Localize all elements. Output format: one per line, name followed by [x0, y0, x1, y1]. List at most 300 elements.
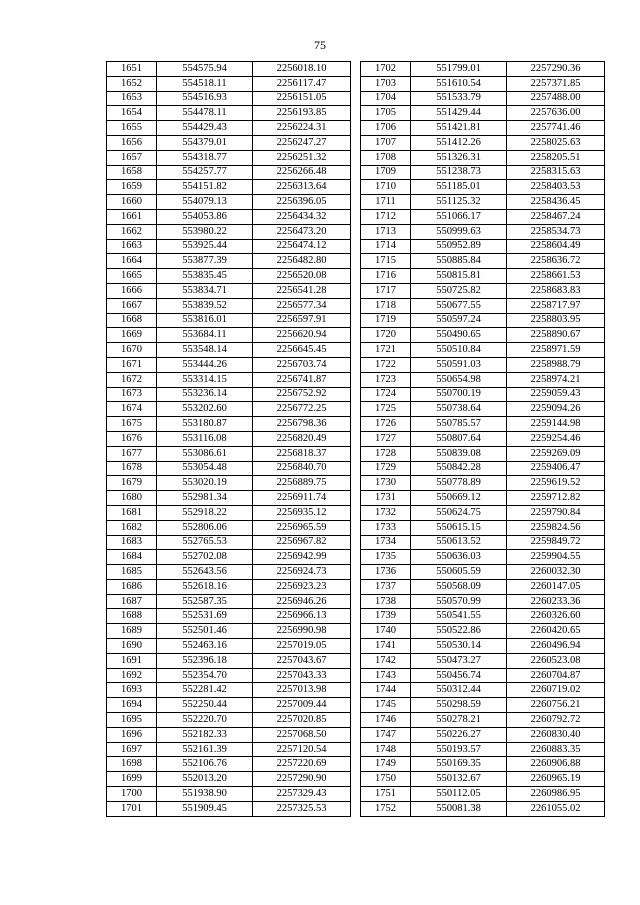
y-coordinate-cell: 2260032.30: [507, 565, 605, 580]
x-coordinate-cell: 552182.33: [157, 727, 253, 742]
point-number-cell: 1667: [107, 298, 157, 313]
x-coordinate-cell: 552765.53: [157, 535, 253, 550]
x-coordinate-cell: 550112.05: [411, 787, 507, 802]
y-coordinate-cell: 2256313.64: [253, 180, 351, 195]
point-number-cell: 1752: [361, 801, 411, 816]
table-row: [361, 283, 605, 298]
x-coordinate-cell: 550669.12: [411, 491, 507, 506]
x-coordinate-cell: 553835.45: [157, 269, 253, 284]
point-number-cell: 1679: [107, 476, 157, 491]
x-coordinate-cell: 553980.22: [157, 224, 253, 239]
point-number-cell: 1692: [107, 668, 157, 683]
point-number-cell: 1748: [361, 742, 411, 757]
point-number-cell: 1666: [107, 283, 157, 298]
table-row: [107, 209, 351, 224]
point-number-cell: 1730: [361, 476, 411, 491]
y-coordinate-cell: 2259094.26: [507, 402, 605, 417]
table-row: [107, 343, 351, 358]
y-coordinate-cell: 2257043.67: [253, 653, 351, 668]
x-coordinate-cell: 553054.48: [157, 461, 253, 476]
x-coordinate-cell: 553236.14: [157, 387, 253, 402]
point-number-cell: 1668: [107, 313, 157, 328]
table-row: [107, 417, 351, 432]
y-coordinate-cell: 2260906.88: [507, 757, 605, 772]
point-number-cell: 1696: [107, 727, 157, 742]
point-number-cell: 1735: [361, 550, 411, 565]
table-row: [361, 372, 605, 387]
x-coordinate-cell: 554379.01: [157, 135, 253, 150]
table-row: [361, 328, 605, 343]
x-coordinate-cell: 554079.13: [157, 195, 253, 210]
table-row: [361, 713, 605, 728]
table-row: [361, 209, 605, 224]
x-coordinate-cell: 554318.77: [157, 150, 253, 165]
table-row: [107, 357, 351, 372]
table-row: [107, 461, 351, 476]
table-row: [361, 224, 605, 239]
y-coordinate-cell: 2257020.85: [253, 713, 351, 728]
point-number-cell: 1733: [361, 520, 411, 535]
x-coordinate-cell: 554151.82: [157, 180, 253, 195]
table-row: [361, 446, 605, 461]
x-coordinate-cell: 553548.14: [157, 343, 253, 358]
x-coordinate-cell: 550226.27: [411, 727, 507, 742]
table-row: [107, 579, 351, 594]
table-row: [107, 76, 351, 91]
table-row: [361, 594, 605, 609]
point-number-cell: 1729: [361, 461, 411, 476]
x-coordinate-cell: 552587.35: [157, 594, 253, 609]
y-coordinate-cell: 2256741.87: [253, 372, 351, 387]
table-row: [107, 565, 351, 580]
point-number-cell: 1691: [107, 653, 157, 668]
point-number-cell: 1713: [361, 224, 411, 239]
point-number-cell: 1653: [107, 91, 157, 106]
x-coordinate-cell: 550298.59: [411, 698, 507, 713]
y-coordinate-cell: 2256117.47: [253, 76, 351, 91]
x-coordinate-cell: 554478.11: [157, 106, 253, 121]
point-number-cell: 1672: [107, 372, 157, 387]
x-coordinate-cell: 550677.55: [411, 298, 507, 313]
y-coordinate-cell: 2257019.05: [253, 639, 351, 654]
y-coordinate-cell: 2256924.73: [253, 565, 351, 580]
point-number-cell: 1681: [107, 505, 157, 520]
x-coordinate-cell: 550725.82: [411, 283, 507, 298]
x-coordinate-cell: 551238.73: [411, 165, 507, 180]
x-coordinate-cell: 550510.84: [411, 343, 507, 358]
x-coordinate-cell: 550807.64: [411, 431, 507, 446]
y-coordinate-cell: 2258974.21: [507, 372, 605, 387]
y-coordinate-cell: 2256772.25: [253, 402, 351, 417]
table-row: [107, 239, 351, 254]
y-coordinate-cell: 2256473.20: [253, 224, 351, 239]
x-coordinate-cell: 553839.52: [157, 298, 253, 313]
y-coordinate-cell: 2256577.34: [253, 298, 351, 313]
point-number-cell: 1682: [107, 520, 157, 535]
table-row: [361, 565, 605, 580]
point-number-cell: 1749: [361, 757, 411, 772]
table-row: [107, 505, 351, 520]
y-coordinate-cell: 2258403.53: [507, 180, 605, 195]
x-coordinate-cell: 550541.55: [411, 609, 507, 624]
table-row: [107, 520, 351, 535]
point-number-cell: 1708: [361, 150, 411, 165]
x-coordinate-cell: 552250.44: [157, 698, 253, 713]
point-number-cell: 1728: [361, 446, 411, 461]
point-number-cell: 1751: [361, 787, 411, 802]
y-coordinate-cell: 2257120.54: [253, 742, 351, 757]
x-coordinate-cell: 551326.31: [411, 150, 507, 165]
y-coordinate-cell: 2256942.99: [253, 550, 351, 565]
x-coordinate-cell: 550839.08: [411, 446, 507, 461]
x-coordinate-cell: 551066.17: [411, 209, 507, 224]
y-coordinate-cell: 2261055.02: [507, 801, 605, 816]
x-coordinate-cell: 552281.42: [157, 683, 253, 698]
x-coordinate-cell: 550999.63: [411, 224, 507, 239]
y-coordinate-cell: 2256482.80: [253, 254, 351, 269]
table-row: [361, 195, 605, 210]
y-coordinate-cell: 2257068.50: [253, 727, 351, 742]
y-coordinate-cell: 2259144.98: [507, 417, 605, 432]
y-coordinate-cell: 2258988.79: [507, 357, 605, 372]
table-row: [361, 135, 605, 150]
y-coordinate-cell: 2256018.10: [253, 62, 351, 77]
x-coordinate-cell: 552618.16: [157, 579, 253, 594]
x-coordinate-cell: 552396.18: [157, 653, 253, 668]
table-row: [361, 639, 605, 654]
table-row: [361, 387, 605, 402]
point-number-cell: 1707: [361, 135, 411, 150]
x-coordinate-cell: 550132.67: [411, 772, 507, 787]
point-number-cell: 1704: [361, 91, 411, 106]
table-row: [107, 402, 351, 417]
x-coordinate-cell: 550636.03: [411, 550, 507, 565]
x-coordinate-cell: 554518.11: [157, 76, 253, 91]
y-coordinate-cell: 2260883.35: [507, 742, 605, 757]
y-coordinate-cell: 2260147.05: [507, 579, 605, 594]
x-coordinate-cell: 552981.34: [157, 491, 253, 506]
x-coordinate-cell: 550490.65: [411, 328, 507, 343]
point-number-cell: 1718: [361, 298, 411, 313]
point-number-cell: 1669: [107, 328, 157, 343]
table-row: [361, 476, 605, 491]
table-row: [361, 609, 605, 624]
x-coordinate-cell: 551125.32: [411, 195, 507, 210]
x-coordinate-cell: 553314.15: [157, 372, 253, 387]
x-coordinate-cell: 550615.15: [411, 520, 507, 535]
x-coordinate-cell: 552501.46: [157, 624, 253, 639]
point-number-cell: 1716: [361, 269, 411, 284]
table-row: [107, 180, 351, 195]
table-row: [361, 239, 605, 254]
table-row: [361, 535, 605, 550]
table-row: [107, 476, 351, 491]
y-coordinate-cell: 2257290.90: [253, 772, 351, 787]
y-coordinate-cell: 2260326.60: [507, 609, 605, 624]
x-coordinate-cell: 550624.75: [411, 505, 507, 520]
x-coordinate-cell: 550885.84: [411, 254, 507, 269]
table-row: [361, 668, 605, 683]
table-row: [361, 520, 605, 535]
table-row: [361, 357, 605, 372]
y-coordinate-cell: 2256474.12: [253, 239, 351, 254]
y-coordinate-cell: 2258661.53: [507, 269, 605, 284]
point-number-cell: 1710: [361, 180, 411, 195]
y-coordinate-cell: 2257741.46: [507, 121, 605, 136]
y-coordinate-cell: 2258436.45: [507, 195, 605, 210]
x-coordinate-cell: 552531.69: [157, 609, 253, 624]
point-number-cell: 1675: [107, 417, 157, 432]
x-coordinate-cell: 553180.87: [157, 417, 253, 432]
y-coordinate-cell: 2256967.82: [253, 535, 351, 550]
point-number-cell: 1659: [107, 180, 157, 195]
y-coordinate-cell: 2257636.00: [507, 106, 605, 121]
table-row: [361, 491, 605, 506]
x-coordinate-cell: 551909.45: [157, 801, 253, 816]
point-number-cell: 1658: [107, 165, 157, 180]
point-number-cell: 1740: [361, 624, 411, 639]
table-row: [107, 254, 351, 269]
point-number-cell: 1712: [361, 209, 411, 224]
point-number-cell: 1651: [107, 62, 157, 77]
point-number-cell: 1699: [107, 772, 157, 787]
point-number-cell: 1700: [107, 787, 157, 802]
x-coordinate-cell: 552354.70: [157, 668, 253, 683]
point-number-cell: 1739: [361, 609, 411, 624]
x-coordinate-cell: 553020.19: [157, 476, 253, 491]
point-number-cell: 1726: [361, 417, 411, 432]
coordinate-table-right-body: [361, 62, 605, 817]
x-coordinate-cell: 553116.08: [157, 431, 253, 446]
point-number-cell: 1673: [107, 387, 157, 402]
table-row: [361, 653, 605, 668]
point-number-cell: 1747: [361, 727, 411, 742]
point-number-cell: 1717: [361, 283, 411, 298]
table-row: [361, 313, 605, 328]
x-coordinate-cell: 553684.11: [157, 328, 253, 343]
y-coordinate-cell: 2258467.24: [507, 209, 605, 224]
table-row: [107, 653, 351, 668]
table-row: [361, 505, 605, 520]
point-number-cell: 1678: [107, 461, 157, 476]
x-coordinate-cell: 553202.60: [157, 402, 253, 417]
point-number-cell: 1652: [107, 76, 157, 91]
point-number-cell: 1720: [361, 328, 411, 343]
x-coordinate-cell: 553834.71: [157, 283, 253, 298]
point-number-cell: 1683: [107, 535, 157, 550]
point-number-cell: 1665: [107, 269, 157, 284]
y-coordinate-cell: 2260756.21: [507, 698, 605, 713]
table-row: [107, 713, 351, 728]
table-row: [107, 91, 351, 106]
x-coordinate-cell: 551799.01: [411, 62, 507, 77]
point-number-cell: 1737: [361, 579, 411, 594]
point-number-cell: 1661: [107, 209, 157, 224]
y-coordinate-cell: 2256193.85: [253, 106, 351, 121]
point-number-cell: 1746: [361, 713, 411, 728]
point-number-cell: 1693: [107, 683, 157, 698]
x-coordinate-cell: 553877.39: [157, 254, 253, 269]
point-number-cell: 1719: [361, 313, 411, 328]
y-coordinate-cell: 2259059.43: [507, 387, 605, 402]
point-number-cell: 1722: [361, 357, 411, 372]
y-coordinate-cell: 2259269.09: [507, 446, 605, 461]
point-number-cell: 1655: [107, 121, 157, 136]
y-coordinate-cell: 2257371.85: [507, 76, 605, 91]
point-number-cell: 1660: [107, 195, 157, 210]
point-number-cell: 1656: [107, 135, 157, 150]
table-row: [107, 609, 351, 624]
y-coordinate-cell: 2256251.32: [253, 150, 351, 165]
y-coordinate-cell: 2256911.74: [253, 491, 351, 506]
x-coordinate-cell: 550278.21: [411, 713, 507, 728]
point-number-cell: 1674: [107, 402, 157, 417]
x-coordinate-cell: 554429.43: [157, 121, 253, 136]
x-coordinate-cell: 552463.16: [157, 639, 253, 654]
table-row: [361, 298, 605, 313]
x-coordinate-cell: 552643.56: [157, 565, 253, 580]
point-number-cell: 1662: [107, 224, 157, 239]
x-coordinate-cell: 550738.64: [411, 402, 507, 417]
y-coordinate-cell: 2256645.45: [253, 343, 351, 358]
y-coordinate-cell: 2257220.69: [253, 757, 351, 772]
point-number-cell: 1714: [361, 239, 411, 254]
y-coordinate-cell: 2258683.83: [507, 283, 605, 298]
point-number-cell: 1680: [107, 491, 157, 506]
table-row: [107, 283, 351, 298]
y-coordinate-cell: 2257043.33: [253, 668, 351, 683]
y-coordinate-cell: 2260792.72: [507, 713, 605, 728]
table-row: [361, 254, 605, 269]
point-number-cell: 1702: [361, 62, 411, 77]
y-coordinate-cell: 2260830.40: [507, 727, 605, 742]
x-coordinate-cell: 552702.08: [157, 550, 253, 565]
point-number-cell: 1670: [107, 343, 157, 358]
y-coordinate-cell: 2258604.49: [507, 239, 605, 254]
point-number-cell: 1695: [107, 713, 157, 728]
table-row: [107, 787, 351, 802]
point-number-cell: 1705: [361, 106, 411, 121]
table-row: [361, 801, 605, 816]
y-coordinate-cell: 2258971.59: [507, 343, 605, 358]
table-row: [107, 801, 351, 816]
x-coordinate-cell: 550613.52: [411, 535, 507, 550]
x-coordinate-cell: 550597.24: [411, 313, 507, 328]
y-coordinate-cell: 2256247.27: [253, 135, 351, 150]
y-coordinate-cell: 2256990.98: [253, 624, 351, 639]
page-number: 75: [314, 38, 326, 52]
x-coordinate-cell: 553086.61: [157, 446, 253, 461]
x-coordinate-cell: 550081.38: [411, 801, 507, 816]
x-coordinate-cell: 551412.26: [411, 135, 507, 150]
x-coordinate-cell: 554516.93: [157, 91, 253, 106]
y-coordinate-cell: 2256966.13: [253, 609, 351, 624]
table-row: [107, 224, 351, 239]
y-coordinate-cell: 2259254.46: [507, 431, 605, 446]
table-row: [107, 165, 351, 180]
point-number-cell: 1741: [361, 639, 411, 654]
x-coordinate-cell: 552918.22: [157, 505, 253, 520]
point-number-cell: 1694: [107, 698, 157, 713]
y-coordinate-cell: 2260420.65: [507, 624, 605, 639]
y-coordinate-cell: 2256703.74: [253, 357, 351, 372]
table-row: [107, 727, 351, 742]
point-number-cell: 1676: [107, 431, 157, 446]
y-coordinate-cell: 2256798.36: [253, 417, 351, 432]
point-number-cell: 1663: [107, 239, 157, 254]
coordinate-table-left: [106, 61, 351, 817]
x-coordinate-cell: 550700.19: [411, 387, 507, 402]
y-coordinate-cell: 2259406.47: [507, 461, 605, 476]
table-row: [361, 150, 605, 165]
table-row: [361, 579, 605, 594]
y-coordinate-cell: 2257009.44: [253, 698, 351, 713]
table-row: [107, 624, 351, 639]
y-coordinate-cell: 2256224.31: [253, 121, 351, 136]
x-coordinate-cell: 551533.79: [411, 91, 507, 106]
x-coordinate-cell: 550312.44: [411, 683, 507, 698]
y-coordinate-cell: 2256889.75: [253, 476, 351, 491]
table-row: [107, 772, 351, 787]
x-coordinate-cell: 551938.90: [157, 787, 253, 802]
y-coordinate-cell: 2260965.19: [507, 772, 605, 787]
y-coordinate-cell: 2260523.08: [507, 653, 605, 668]
y-coordinate-cell: 2259619.52: [507, 476, 605, 491]
table-row: [107, 742, 351, 757]
y-coordinate-cell: 2256818.37: [253, 446, 351, 461]
table-row: [361, 683, 605, 698]
x-coordinate-cell: 550456.74: [411, 668, 507, 683]
y-coordinate-cell: 2259849.72: [507, 535, 605, 550]
x-coordinate-cell: 550522.86: [411, 624, 507, 639]
table-row: [361, 269, 605, 284]
x-coordinate-cell: 552220.70: [157, 713, 253, 728]
y-coordinate-cell: 2256541.28: [253, 283, 351, 298]
y-coordinate-cell: 2256396.05: [253, 195, 351, 210]
y-coordinate-cell: 2258534.73: [507, 224, 605, 239]
x-coordinate-cell: 550605.59: [411, 565, 507, 580]
point-number-cell: 1711: [361, 195, 411, 210]
x-coordinate-cell: 552106.76: [157, 757, 253, 772]
table-row: [361, 62, 605, 77]
x-coordinate-cell: 550473.27: [411, 653, 507, 668]
y-coordinate-cell: 2258717.97: [507, 298, 605, 313]
table-row: [107, 195, 351, 210]
x-coordinate-cell: 550591.03: [411, 357, 507, 372]
table-row: [107, 535, 351, 550]
x-coordinate-cell: 550568.09: [411, 579, 507, 594]
y-coordinate-cell: 2256434.32: [253, 209, 351, 224]
table-row: [361, 431, 605, 446]
point-number-cell: 1657: [107, 150, 157, 165]
x-coordinate-cell: 550654.98: [411, 372, 507, 387]
table-row: [107, 150, 351, 165]
x-coordinate-cell: 551421.81: [411, 121, 507, 136]
point-number-cell: 1744: [361, 683, 411, 698]
point-number-cell: 1688: [107, 609, 157, 624]
table-row: [107, 313, 351, 328]
point-number-cell: 1687: [107, 594, 157, 609]
y-coordinate-cell: 2256923.23: [253, 579, 351, 594]
table-row: [361, 343, 605, 358]
table-row: [107, 62, 351, 77]
point-number-cell: 1731: [361, 491, 411, 506]
point-number-cell: 1709: [361, 165, 411, 180]
table-row: [107, 683, 351, 698]
table-row: [361, 772, 605, 787]
point-number-cell: 1727: [361, 431, 411, 446]
x-coordinate-cell: 550570.99: [411, 594, 507, 609]
